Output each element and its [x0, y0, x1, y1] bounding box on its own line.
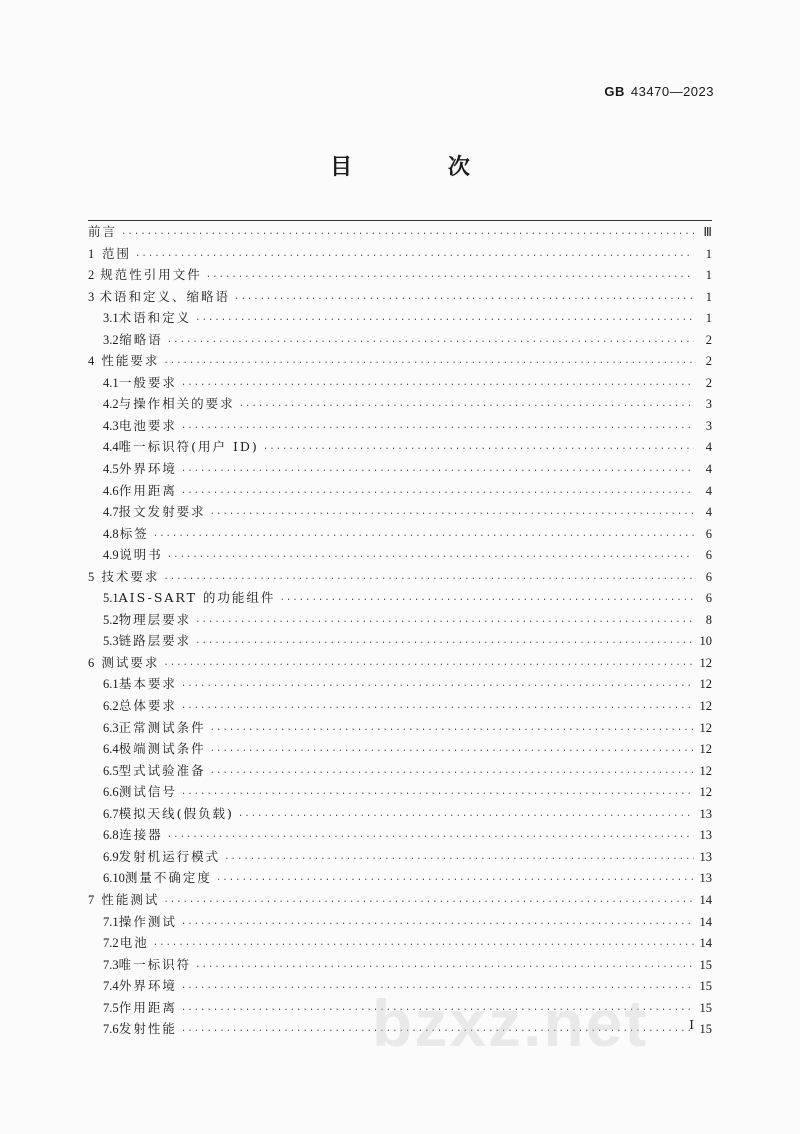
- toc-entry[interactable]: [88, 932, 712, 954]
- toc-leader-dots: [153, 935, 694, 954]
- toc-entry-page: 13: [699, 871, 712, 886]
- toc-entry-number: 7: [88, 892, 95, 907]
- toc-entry[interactable]: [88, 911, 712, 933]
- toc-entry-page: 6: [705, 548, 712, 563]
- toc-entry[interactable]: [88, 286, 712, 308]
- toc-entry-label: 说明书: [119, 547, 163, 563]
- toc-entry-page: 8: [705, 612, 712, 627]
- toc-entry[interactable]: [88, 523, 712, 545]
- toc-leader-dots: [135, 246, 694, 265]
- toc-entry-label: 型式试验准备: [118, 762, 206, 778]
- toc-leader-dots: [181, 461, 694, 480]
- toc-entry-page: 2: [705, 332, 712, 347]
- toc-entry-number: 4.7: [103, 505, 119, 520]
- toc-entry[interactable]: [88, 221, 712, 243]
- toc-leader-dots: [181, 418, 694, 437]
- toc-entry[interactable]: [88, 609, 712, 631]
- toc-entry-number: 4.3: [103, 418, 119, 433]
- toc-entry-label: 缩略语: [119, 331, 163, 347]
- toc-entry-label: 作用距离: [118, 999, 177, 1015]
- toc-entry-page: 2: [705, 354, 712, 369]
- toc-entry[interactable]: [88, 544, 712, 566]
- toc-entry-page: 1: [705, 268, 712, 283]
- toc-entry-number: 6.6: [103, 785, 119, 800]
- toc-leader-dots: [210, 763, 694, 782]
- toc-entry[interactable]: [88, 803, 712, 825]
- toc-entry-label: 电池要求: [118, 417, 177, 433]
- toc-leader-dots: [167, 332, 694, 351]
- toc-entry-page: 3: [705, 418, 712, 433]
- toc-entry-label: AIS-SART 的功能组件: [118, 590, 276, 606]
- toc-entry-page: 1: [705, 311, 712, 326]
- toc-entry-label: 与操作相关的要求: [118, 396, 235, 412]
- toc-leader-dots: [216, 870, 694, 889]
- toc-entry-page: Ⅲ: [703, 225, 712, 239]
- toc-leader-dots: [195, 310, 694, 329]
- toc-leader-dots: [163, 569, 694, 588]
- toc-entry-page: 12: [699, 699, 712, 714]
- toc-entry-page: 15: [699, 957, 712, 972]
- toc-entry-page: 10: [699, 634, 712, 649]
- toc-entry-label: 外界环境: [118, 978, 177, 994]
- toc-leader-dots: [195, 633, 694, 652]
- toc-entry-page: 12: [699, 785, 712, 800]
- toc-leader-dots: [234, 289, 694, 308]
- toc-entry[interactable]: [88, 954, 712, 976]
- toc-entry-label: 连接器: [119, 827, 163, 843]
- toc-entry[interactable]: [88, 436, 712, 458]
- toc-entry-label: 规范性引用文件: [100, 267, 202, 283]
- toc-entry-label: 报文发射要求: [118, 504, 206, 520]
- toc-entry-number: 6.10: [103, 871, 125, 886]
- toc-entry-page: 14: [699, 936, 712, 951]
- toc-leader-dots: [195, 957, 694, 976]
- toc-leader-dots: [181, 676, 694, 695]
- toc-entry-number: 5: [88, 569, 95, 584]
- toc-entry-page: 1: [705, 246, 712, 261]
- toc-entry-page: 15: [699, 1022, 712, 1037]
- toc-leader-dots: [210, 741, 694, 760]
- toc-entry-number: 6.4: [103, 742, 119, 757]
- toc-entry-label: 正常测试条件: [118, 719, 206, 735]
- page-number: I: [689, 1018, 694, 1032]
- toc-leader-dots: [210, 720, 694, 739]
- toc-leader-dots: [153, 526, 694, 545]
- toc-entry-page: 4: [705, 505, 712, 520]
- toc-entry-label: 总体要求: [118, 698, 177, 714]
- toc-entry-page: 3: [705, 397, 712, 412]
- toc-entry-number: 6.7: [103, 806, 119, 821]
- toc-entry-page: 13: [699, 806, 712, 821]
- toc-entry[interactable]: [88, 867, 712, 889]
- toc-entry[interactable]: [88, 264, 712, 286]
- toc-entry[interactable]: [88, 587, 712, 609]
- toc-entry[interactable]: [88, 393, 712, 415]
- toc-entry-label: 唯一标识符(用户 ID): [118, 439, 259, 455]
- toc-entry[interactable]: [88, 889, 712, 911]
- toc-entry-page: 14: [699, 892, 712, 907]
- toc-entry-number: 4.9: [103, 548, 119, 563]
- toc-entry[interactable]: [88, 243, 712, 265]
- toc-entry-page: 12: [699, 655, 712, 670]
- toc-entry-page: 12: [699, 677, 712, 692]
- toc-entry-number: 3.1: [103, 311, 119, 326]
- toc-entry[interactable]: [88, 630, 712, 652]
- toc-entry-label: 标签: [119, 525, 149, 541]
- toc-leader-dots: [163, 892, 694, 911]
- toc-entry-number: 4: [88, 354, 95, 369]
- toc-entry-label: 操作测试: [118, 913, 177, 929]
- toc-entry-number: 6.3: [103, 720, 119, 735]
- toc-entry-label: 基本要求: [118, 676, 177, 692]
- toc-entry-number: 3.2: [103, 332, 119, 347]
- toc-entry-page: 1: [705, 289, 712, 304]
- toc-entry-number: 4.6: [103, 483, 119, 498]
- toc-entry[interactable]: [88, 350, 712, 372]
- toc-entry-number: 6.9: [103, 849, 119, 864]
- toc-entry-label: 电池: [119, 935, 149, 951]
- toc-entry-label: 性能测试: [101, 891, 160, 907]
- toc-leader-dots: [181, 784, 694, 803]
- toc-entry-label: 极端测试条件: [118, 741, 206, 757]
- toc-entry-page: 13: [699, 828, 712, 843]
- toc-entry-number: 7.5: [103, 1000, 119, 1015]
- toc-entry-label: 性能要求: [101, 353, 160, 369]
- toc-entry-number: 6.5: [103, 763, 119, 778]
- toc-leader-dots: [224, 849, 694, 868]
- toc-entry-label: 前言: [88, 224, 118, 239]
- toc-entry[interactable]: [88, 781, 712, 803]
- toc-leader-dots: [163, 655, 694, 674]
- toc-leader-dots: [121, 224, 694, 243]
- table-of-contents: [88, 220, 712, 1040]
- toc-entry[interactable]: [88, 846, 712, 868]
- toc-entry[interactable]: [88, 501, 712, 523]
- toc-entry-number: 1: [88, 246, 95, 261]
- toc-leader-dots: [167, 547, 694, 566]
- toc-entry-number: 6.1: [103, 677, 119, 692]
- toc-entry-label: 发射机运行模式: [118, 848, 221, 864]
- toc-entry-number: 4.5: [103, 462, 119, 477]
- toc-entry-number: 7.3: [103, 957, 119, 972]
- toc-entry-number: 4.2: [103, 397, 119, 412]
- toc-entry-label: 测试要求: [101, 654, 160, 670]
- toc-entry-number: 2: [88, 268, 95, 283]
- toc-entry-page: 6: [705, 526, 712, 541]
- toc-entry-label: 物理层要求: [118, 611, 192, 627]
- toc-entry[interactable]: [88, 717, 712, 739]
- toc-leader-dots: [206, 267, 694, 286]
- toc-entry-label: 发射性能: [118, 1021, 177, 1037]
- toc-entry-label: 外界环境: [118, 461, 177, 477]
- toc-entry-number: 7.2: [103, 936, 119, 951]
- toc-entry-label: 测试信号: [118, 784, 177, 800]
- toc-entry-number: 7.6: [103, 1022, 119, 1037]
- toc-entry-page: 4: [705, 483, 712, 498]
- toc-entry-page: 12: [699, 742, 712, 757]
- toc-entry-number: 5.3: [103, 634, 119, 649]
- toc-entry-number: 6.8: [103, 828, 119, 843]
- toc-leader-dots: [181, 483, 694, 502]
- toc-entry-page: 12: [699, 720, 712, 735]
- toc-entry[interactable]: [88, 566, 712, 588]
- toc-entry[interactable]: [88, 652, 712, 674]
- toc-leader-dots: [181, 375, 694, 394]
- toc-entry-label: 范围: [102, 245, 132, 261]
- toc-entry-page: 2: [705, 375, 712, 390]
- toc-leader-dots: [181, 698, 694, 717]
- toc-leader-dots: [238, 806, 694, 825]
- toc-entry-label: 作用距离: [118, 482, 177, 498]
- toc-entry-number: 7.4: [103, 979, 119, 994]
- toc-entry-page: 15: [699, 1000, 712, 1015]
- toc-leader-dots: [163, 353, 694, 372]
- toc-leader-dots: [195, 612, 694, 631]
- toc-entry-label: 术语和定义: [118, 310, 192, 326]
- toc-entry-label: 模拟天线(假负载): [118, 805, 234, 821]
- standard-code: [604, 84, 714, 99]
- toc-entry-label: 唯一标识符: [118, 956, 192, 972]
- toc-entry-number: 5.1: [103, 591, 119, 606]
- toc-entry-label: 链路层要求: [118, 633, 192, 649]
- toc-entry-number: 6: [88, 655, 95, 670]
- toc-entry[interactable]: [88, 824, 712, 846]
- toc-entry-number: 4.4: [103, 440, 119, 455]
- toc-entry-label: 一般要求: [118, 374, 177, 390]
- toc-entry-page: 12: [699, 763, 712, 778]
- toc-entry-page: 13: [699, 849, 712, 864]
- toc-entry[interactable]: [88, 673, 712, 695]
- toc-entry-page: 6: [705, 569, 712, 584]
- toc-entry-label: 技术要求: [101, 568, 160, 584]
- toc-entry-number: 3: [88, 289, 95, 304]
- toc-entry[interactable]: [88, 329, 712, 351]
- watermark: bzxz.net: [372, 986, 649, 1060]
- toc-entry[interactable]: [88, 415, 712, 437]
- toc-leader-dots: [167, 827, 694, 846]
- toc-entry[interactable]: [88, 307, 712, 329]
- toc-leader-dots: [279, 590, 694, 609]
- toc-leader-dots: [210, 504, 694, 523]
- toc-entry-number: 6.2: [103, 699, 119, 714]
- toc-leader-dots: [263, 439, 694, 458]
- standard-prefix: GB: [604, 84, 625, 99]
- toc-leader-dots: [239, 396, 694, 415]
- toc-entry[interactable]: [88, 372, 712, 394]
- standard-number: 43470—2023: [630, 84, 714, 99]
- toc-entry-number: 4.1: [103, 375, 119, 390]
- toc-entry-page: 14: [699, 914, 712, 929]
- toc-entry-number: 7.1: [103, 914, 119, 929]
- toc-entry[interactable]: [88, 695, 712, 717]
- toc-entry[interactable]: [88, 480, 712, 502]
- toc-entry-number: 4.8: [103, 526, 119, 541]
- toc-entry-page: 4: [705, 462, 712, 477]
- page-title: 目 次: [330, 154, 514, 180]
- toc-entry-page: 4: [705, 440, 712, 455]
- toc-entry-label: 测量不确定度: [124, 870, 212, 886]
- toc-entry-label: 术语和定义、缩略语: [99, 288, 231, 304]
- toc-entry-number: 5.2: [103, 612, 119, 627]
- toc-entry[interactable]: [88, 738, 712, 760]
- toc-entry[interactable]: [88, 458, 712, 480]
- toc-entry-page: 6: [705, 591, 712, 606]
- toc-leader-dots: [181, 914, 694, 933]
- toc-entry[interactable]: [88, 760, 712, 782]
- toc-entry-page: 15: [699, 979, 712, 994]
